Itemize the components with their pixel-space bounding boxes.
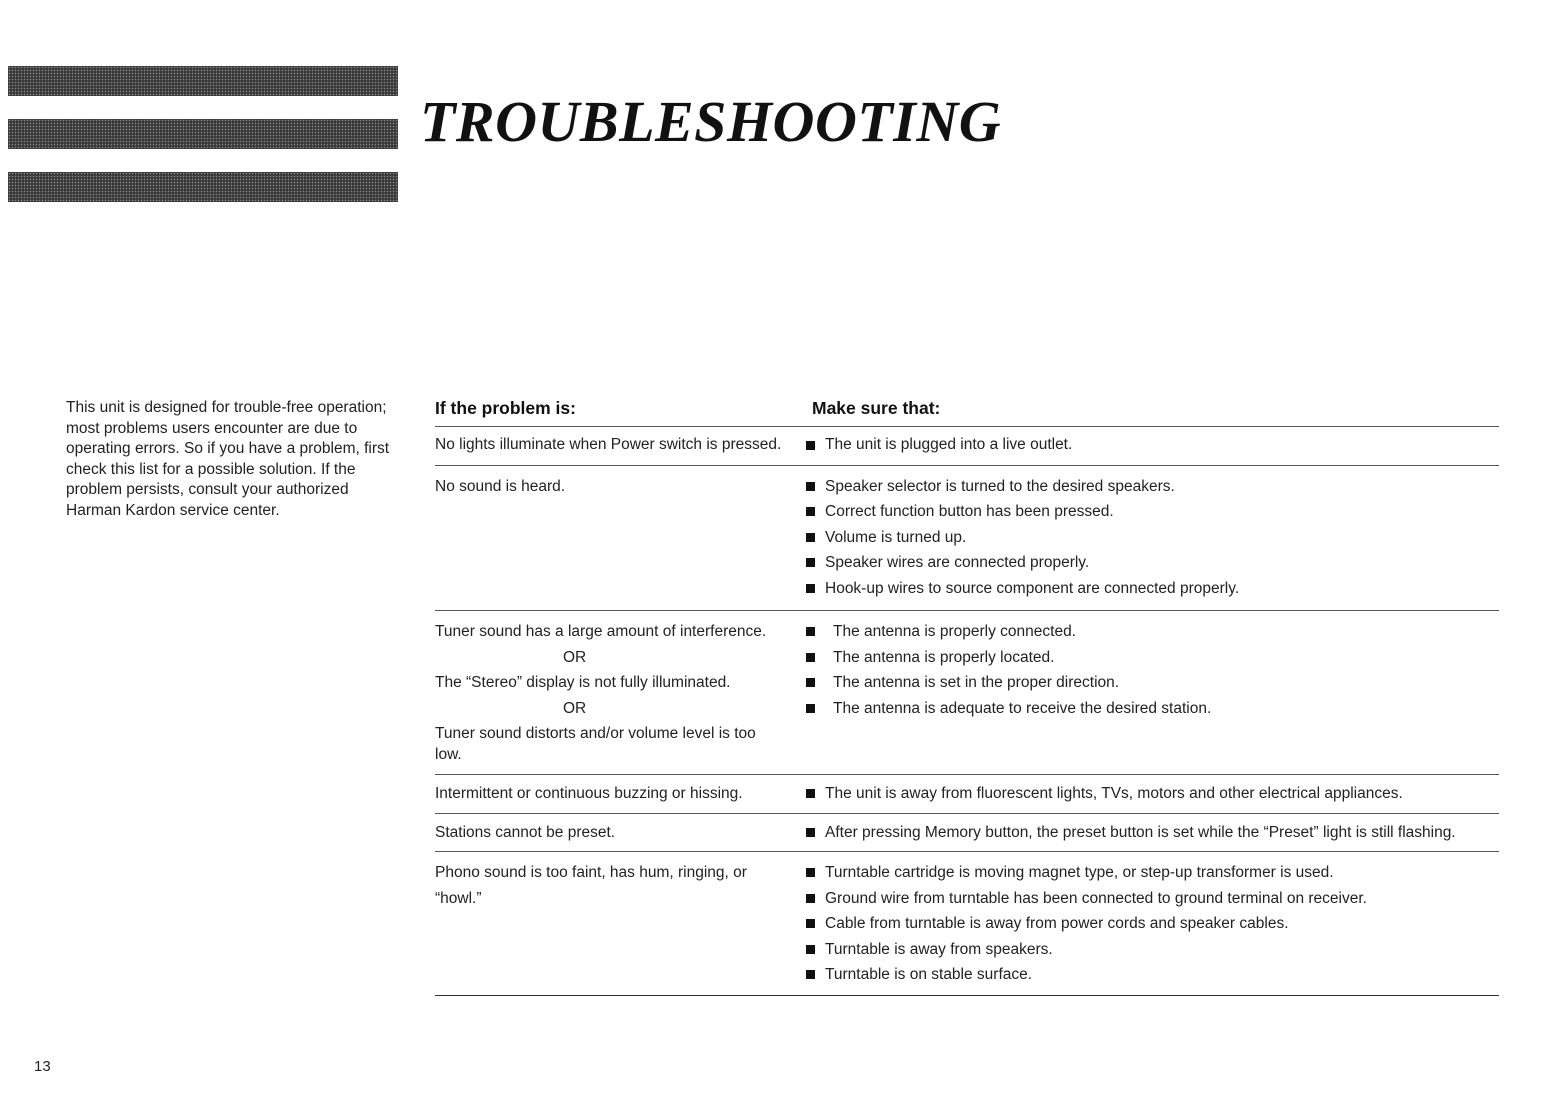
- intro-paragraph: This unit is designed for trouble-free operation; most problems users encounter are due to operating errors. So if you have a problem, first check this list for a possible solution. If the problem persists, consult your authorized Harman Kardon service center.: [66, 399, 390, 519]
- table-row: [435, 466, 1499, 612]
- square-bullet-icon: [806, 945, 815, 954]
- list-item: Turntable cartridge is moving magnet type, or step-up transformer is used.: [805, 860, 1499, 886]
- problem-cell: [435, 619, 805, 765]
- troubleshooting-table: [435, 398, 1499, 996]
- square-bullet-icon: [806, 970, 815, 979]
- check-cell: [805, 435, 1499, 456]
- list-item: Hook-up wires to source component are connected properly.: [805, 576, 1499, 602]
- list-item: Ground wire from turntable has been connected to ground terminal on receiver.: [805, 886, 1499, 912]
- table-row: [435, 611, 1499, 775]
- table-row: [435, 814, 1499, 853]
- page-number: 13: [34, 1058, 51, 1075]
- square-bullet-icon: [806, 653, 815, 662]
- square-bullet-icon: [806, 533, 815, 542]
- square-bullet-icon: [806, 584, 815, 593]
- page-title: TROUBLESHOOTING: [420, 89, 1002, 154]
- decorative-bar: [8, 119, 398, 149]
- problem-text: Tuner sound has a large amount of interference.: [435, 623, 767, 640]
- list-item: The antenna is set in the proper direction.: [805, 670, 1499, 696]
- list-item: Volume is turned up.: [805, 525, 1499, 551]
- square-bullet-icon: [806, 704, 815, 713]
- square-bullet-icon: [806, 507, 815, 516]
- square-bullet-icon: [806, 919, 815, 928]
- list-item: After pressing Memory button, the preset button is set while the “Preset” light is still flashing.: [805, 820, 1499, 846]
- or-separator: OR: [563, 699, 587, 717]
- square-bullet-icon: [806, 894, 815, 903]
- problem-text: The “Stereo” display is not fully illuminated.: [435, 674, 731, 691]
- problem-cell: [435, 820, 805, 846]
- list-item: Speaker selector is turned to the desired speakers.: [805, 474, 1499, 500]
- problem-cell: [435, 860, 805, 988]
- square-bullet-icon: [806, 482, 815, 491]
- list-item: Cable from turntable is away from power cords and speaker cables.: [805, 911, 1499, 937]
- decorative-bar: [8, 66, 398, 96]
- problem-text: Tuner sound distorts and/or volume level is too low.: [435, 725, 756, 763]
- square-bullet-icon: [806, 627, 815, 636]
- check-cell: [805, 619, 1499, 765]
- column-header-problem: If the problem is:: [435, 398, 576, 418]
- square-bullet-icon: [806, 789, 815, 798]
- table-header: [435, 398, 1499, 427]
- problem-text: Intermittent or continuous buzzing or hissing.: [435, 785, 743, 802]
- list-item: The unit is away from fluorescent lights, TVs, motors and other electrical appliances.: [805, 781, 1499, 807]
- list-item: Turntable is on stable surface.: [805, 962, 1499, 988]
- table-row: [435, 852, 1499, 996]
- problem-text: Phono sound is too faint, has hum, ringing, or “howl.”: [435, 864, 747, 907]
- header-decorative-bars: [8, 66, 400, 202]
- or-separator: OR: [563, 648, 587, 666]
- decorative-bar: [8, 172, 398, 202]
- list-item: Turntable is away from speakers.: [805, 937, 1499, 963]
- table-row: [435, 427, 1499, 466]
- problem-cell: [435, 435, 805, 456]
- problem-cell: [435, 781, 805, 807]
- square-bullet-icon: [806, 828, 815, 837]
- check-cell: [805, 860, 1499, 988]
- check-cell: [805, 820, 1499, 846]
- list-item: The antenna is properly connected.: [805, 619, 1499, 645]
- problem-cell: [435, 474, 805, 602]
- problem-text: No sound is heard.: [435, 477, 566, 495]
- list-item: The antenna is properly located.: [805, 645, 1499, 671]
- list-item: Correct function button has been pressed.: [805, 499, 1499, 525]
- list-item: Speaker wires are connected properly.: [805, 550, 1499, 576]
- square-bullet-icon: [806, 678, 815, 687]
- check-cell: [805, 781, 1499, 807]
- list-item: The unit is plugged into a live outlet.: [805, 435, 1499, 456]
- list-item: The antenna is adequate to receive the desired station.: [805, 696, 1499, 722]
- column-header-check: Make sure that:: [812, 398, 941, 418]
- square-bullet-icon: [806, 441, 815, 450]
- square-bullet-icon: [806, 558, 815, 567]
- check-cell: [805, 474, 1499, 602]
- problem-text: No lights illuminate when Power switch is pressed.: [435, 436, 782, 453]
- square-bullet-icon: [806, 868, 815, 877]
- problem-text: Stations cannot be preset.: [435, 823, 616, 841]
- table-row: [435, 775, 1499, 814]
